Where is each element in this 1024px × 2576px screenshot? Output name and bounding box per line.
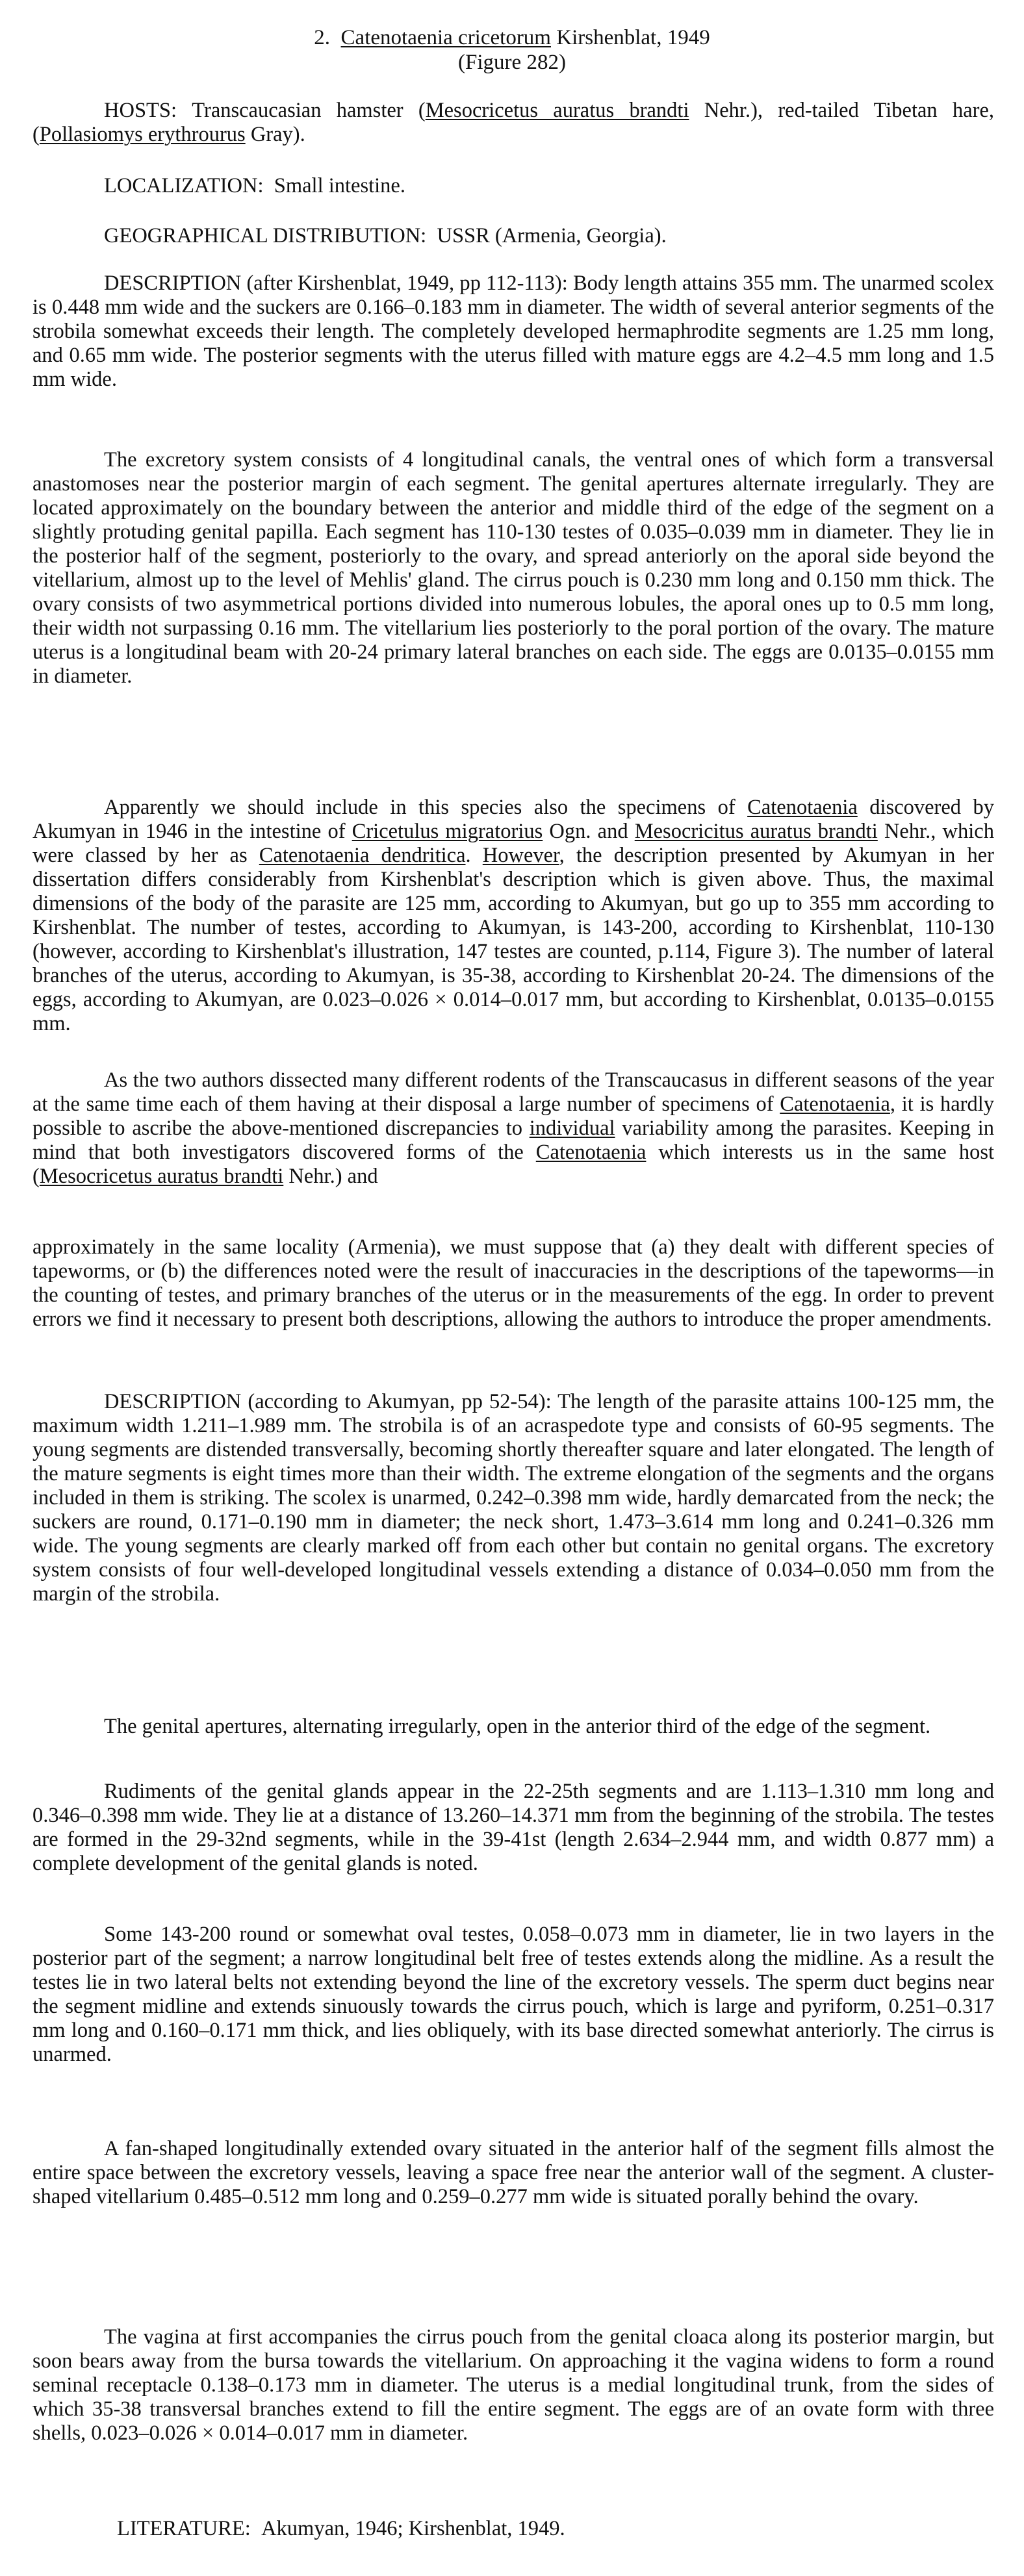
- species-name: Catenotaenia cricetorum: [340, 26, 551, 49]
- figure-reference: (Figure 282): [458, 51, 566, 74]
- description-label: DESCRIPTION: [104, 271, 242, 295]
- species-number: 2.: [314, 26, 331, 49]
- localization-label: LOCALIZATION:: [104, 174, 264, 197]
- rudiments-paragraph: Rudiments of the genital glands appear in the 22-25th segments and are 1.113–1.310 mm long and 0.346–0.398 mm wide. They lie at a distance of 13.260–14.371 mm from the beginning of the strobila. The testes are formed in the 29-32nd segments, while in the 39-41st (length 2.634–2.944 mm, and width 0.877 mm) a complete development of the genital glands is noted.: [32, 1780, 994, 1875]
- hosts-paragraph: HOSTS: Transcaucasian hamster (Mesocricetus auratus brandti Nehr.), red-tailed Tibetan hare, (Pollasiomys erythrourus Gray).: [32, 99, 994, 146]
- genital-apertures-paragraph: The genital apertures, alternating irregularly, open in the anterior third of the edge of the segment.: [104, 1715, 931, 1738]
- distribution-paragraph: GEOGRAPHICAL DISTRIBUTION: USSR (Armenia, Georgia).: [104, 224, 667, 247]
- testes-paragraph: Some 143-200 round or somewhat oval testes, 0.058–0.073 mm in diameter, lie in two layers in the posterior part of the segment; a narrow longitudinal belt free of testes extends along the midline. As a result the testes lie in two lateral belts not extending beyond the line of the excretory vessels. The sperm duct begins near the segment midline and extends sinuously towards the cirrus pouch, which is large and pyriform, 0.251–0.317 mm long and 0.160–0.171 mm thick, and lies obliquely, with its base directed somewhat anteriorly. The cirrus is unarmed.: [32, 1923, 994, 2066]
- apparently-paragraph: Apparently we should include in this species also the specimens of Catenotaenia discovered by Akumyan in 1946 in the intestine of Cricetulus migratorius Ogn. and Mesocricitus auratus brandti Nehr., which were classed by her as Catenotaenia dendritica. However, the description presented by Akumyan in her dissertation differs considerably from Kirshenblat's description which is given above. Thus, the maximal dimensions of the body of the parasite are 125 mm, according to Akumyan, but go up to 355 mm according to Kirshenblat. The number of testes, according to Akumyan, is 143-200, according to Kirshenblat, 110-130 (however, according to Kirshenblat's illustration, 147 testes are counted, p.114, Figure 3). The number of lateral branches of the uterus, according to Akumyan, is 35-38, according to Kirshenblat 20-24. The dimensions of the eggs, according to Akumyan, are 0.023–0.026 × 0.014–0.017 mm, but according to Kirshenblat, 0.0135–0.0155 mm.: [32, 796, 995, 1035]
- host-species-2: Pollasiomys erythrourus: [39, 123, 246, 146]
- ovary-paragraph: A fan-shaped longitudinally extended ovary situated in the anterior half of the segment fills almost the entire space between the excretory vessels, leaving a space free near the anterior wall of the segment. A cluster-shaped vitellarium 0.485–0.512 mm long and 0.259–0.277 mm wide is situated porally behind the ovary.: [32, 2137, 994, 2208]
- species-author: Kirshenblat, 1949: [556, 26, 710, 49]
- localization-paragraph: LOCALIZATION: Small intestine.: [104, 174, 405, 197]
- description-label: DESCRIPTION: [104, 1390, 242, 1413]
- literature-label: LITERATURE:: [117, 2517, 251, 2540]
- description-akumyan: DESCRIPTION (according to Akumyan, pp 52-54): The length of the parasite attains 100-125 mm, the maximum width 1.211–1.989 mm. The strobila is of an acraspedote type and consists of 60-95 segments. The young segments are distended transversally, becoming shortly thereafter square and later elongated. The length of the mature segments is eight times more than their width. The extreme elongation of the segments and the organs included in them is striking. The scolex is unarmed, 0.242–0.398 mm wide, hardly demarcated from the neck; the suckers are round, 0.171–0.190 mm in diameter; the neck short, 1.473–3.614 mm long and 0.241–0.326 mm wide. The young segments are clearly marked off from each other but contain no genital organs. The excretory system consists of four well-developed longitudinal vessels extending a distance of 0.034–0.050 mm from the margin of the strobila.: [32, 1390, 995, 1606]
- description-kirshenblat: DESCRIPTION (after Kirshenblat, 1949, pp 112-113): Body length attains 355 mm. The unarmed scolex is 0.448 mm wide and the suckers are 0.166–0.183 mm in diameter. The width of several anterior segments of the strobila somewhat exceeds their length. The completely developed hermaphrodite segments are 1.25 mm long, and 0.65 mm wide. The posterior segments with the uterus filled with mature eggs are 4.2–4.5 mm long and 1.5 mm wide.: [32, 271, 994, 391]
- approximately-paragraph: approximately in the same locality (Armenia), we must suppose that (a) they dealt with different species of tapeworms, or (b) the differences noted were the result of inaccuracies in the descriptions of the tapeworms—in the counting of testes, and primary branches of the uterus or in the measurements of the egg. In order to prevent errors we find it necessary to present both descriptions, allowing the authors to introduce the proper amendments.: [32, 1235, 994, 1331]
- species-title: [0, 26, 1024, 50]
- distribution-label: GEOGRAPHICAL DISTRIBUTION:: [104, 224, 427, 247]
- literature-paragraph: LITERATURE: Akumyan, 1946; Kirshenblat, 1949.: [117, 2517, 565, 2540]
- two-authors-paragraph: As the two authors dissected many different rodents of the Transcaucasus in different seasons of the year at the same time each of them having at their disposal a large number of specimens of Catenotaenia, it is hardly possible to ascribe the above-mentioned discrepancies to individual variability among the parasites. Keeping in mind that both investigators discovered forms of the Catenotaenia which interests us in the same host (Mesocricetus auratus brandti Nehr.) and: [32, 1068, 994, 1188]
- hosts-label: HOSTS:: [104, 99, 177, 122]
- vagina-paragraph: The vagina at first accompanies the cirrus pouch from the genital cloaca along its posterior margin, but soon bears away from the bursa towards the vitellarium. On approaching it the vagina widens to form a round seminal receptacle 0.138–0.173 mm in diameter. The uterus is a medial longitudinal trunk, from the sides of which 35-38 transversal branches extend to fill the entire segment. The eggs are of an ovate form with three shells, 0.023–0.026 × 0.014–0.017 mm in diameter.: [32, 2325, 994, 2445]
- excretory-paragraph: The excretory system consists of 4 longitudinal canals, the ventral ones of which form a transversal anastomoses near the posterior margin of each segment. The genital apertures alternate irregularly. They are located approximately on the boundary between the anterior and middle third of the edge of the segment on a slightly protuding genital papilla. Each segment has 110-130 testes of 0.035–0.039 mm in diameter. They lie in the posterior half of the segment, posteriorly to the ovary, and spread anteriorly on the aporal side beyond the vitellarium, almost up to the level of Mehlis' gland. The cirrus pouch is 0.230 mm long and 0.150 mm thick. The ovary consists of two asymmetrical portions divided into numerous lobules, the aporal ones up to 0.5 mm long, their width not surpassing 0.16 mm. The vitellarium lies posteriorly to the poral portion of the ovary. The mature uterus is a longitudinal beam with 20-24 primary lateral branches on each side. The eggs are 0.0135–0.0155 mm in diameter.: [32, 448, 994, 688]
- host-species-1: Mesocricetus auratus brandti: [425, 99, 689, 122]
